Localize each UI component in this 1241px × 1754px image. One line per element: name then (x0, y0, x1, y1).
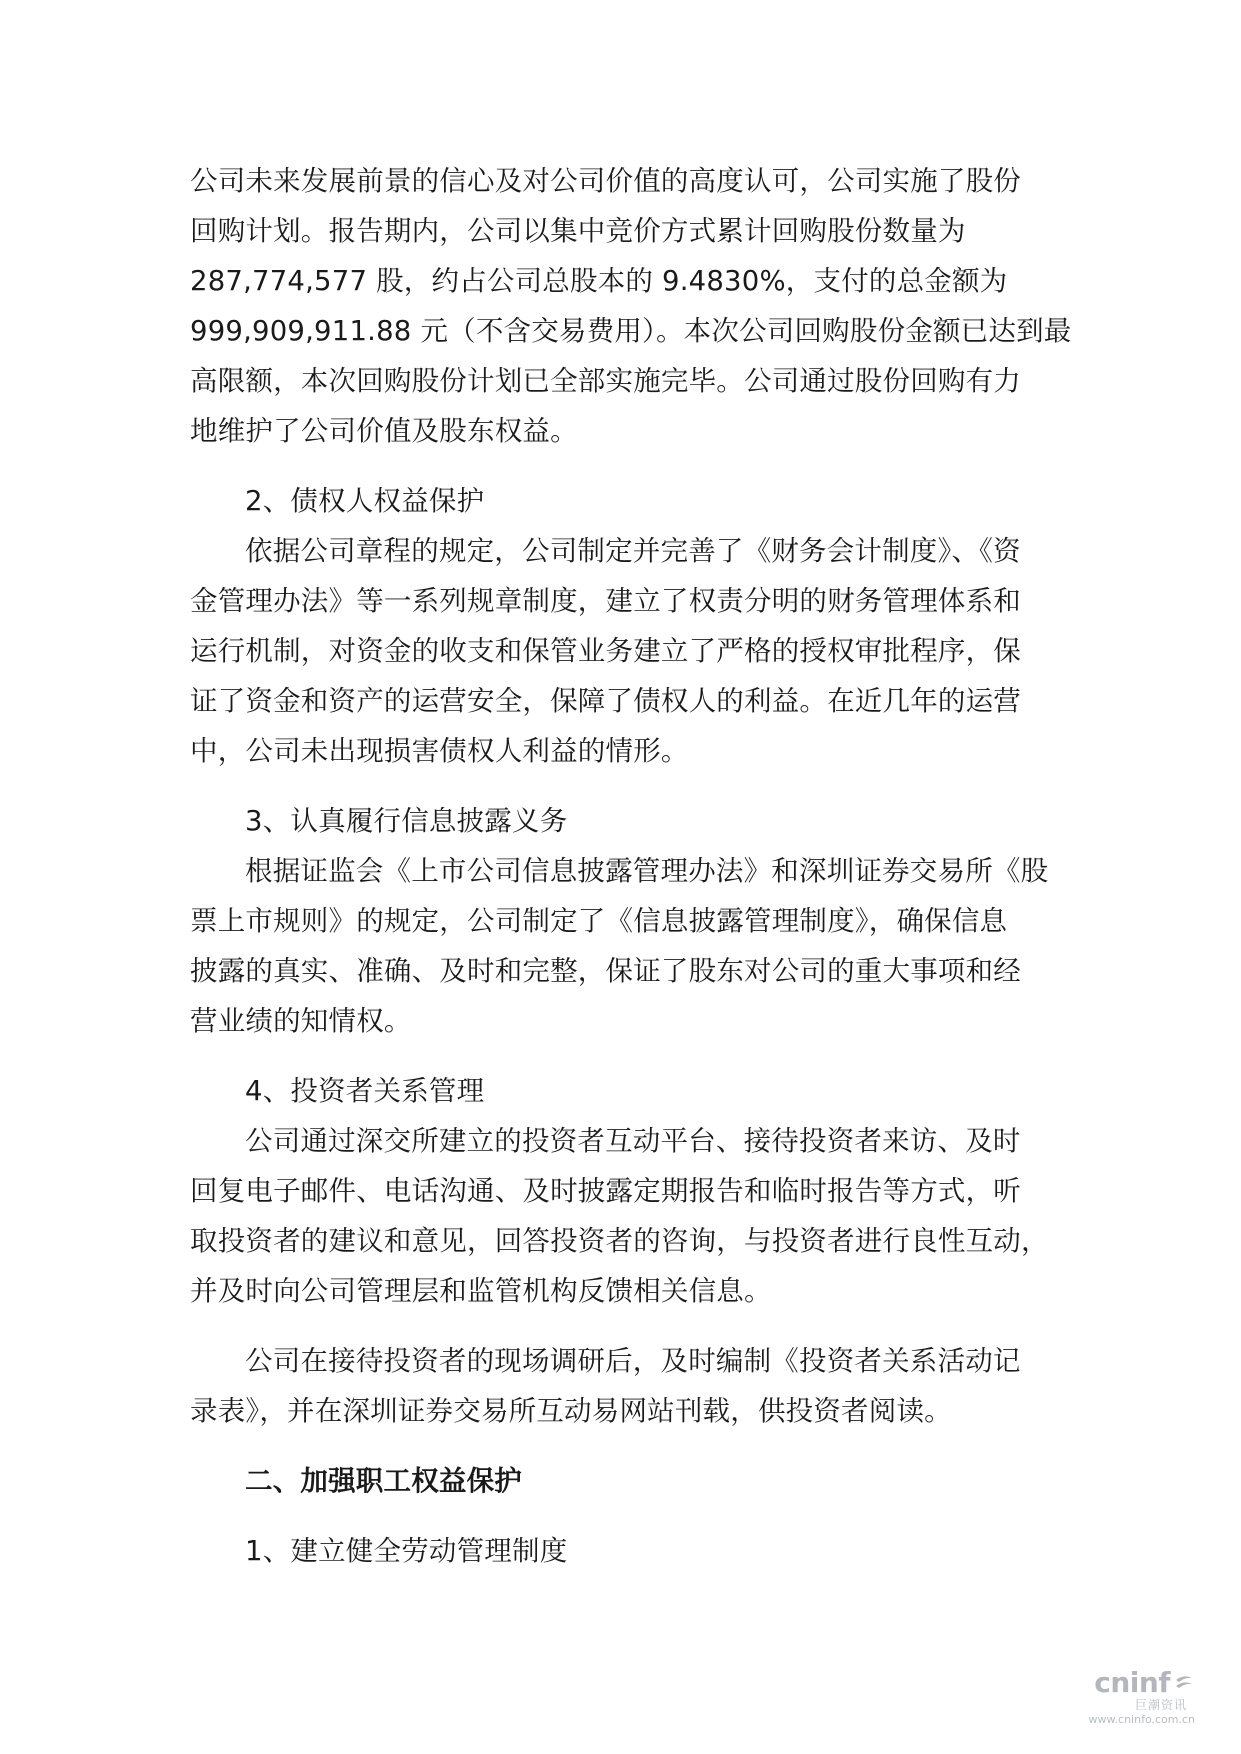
text-line: 地维护了公司价值及股东权益。 (190, 415, 578, 447)
text-line: 证了资金和资产的运营安全，保障了债权人的利益。在近几年的运营 (190, 685, 1021, 717)
watermark-logo: cninf (1094, 1668, 1195, 1698)
text-line: 录表》，并在深圳证券交易所互动易网站刊载，供投资者阅读。 (190, 1395, 952, 1427)
text-line: 999,909,911.88 元（不含交易费用）。本次公司回购股份金额已达到最 (190, 315, 1072, 347)
text-line: 287,774,577 股，约占公司总股本的 9.4830%，支付的总金额为 (190, 265, 1008, 297)
text-line: 披露的真实、准确、及时和完整，保证了股东对公司的重大事项和经 (190, 955, 1021, 987)
text-line: 回复电子邮件、电话沟通、及时披露定期报告和临时报告等方式，听 (190, 1175, 1021, 1207)
text-line: 公司未来发展前景的信心及对公司价值的高度认可，公司实施了股份 (190, 165, 1021, 197)
text-line: 依据公司章程的规定，公司制定并完善了《财务会计制度》、《资 (245, 535, 1021, 567)
text-line: 营业绩的知情权。 (190, 1005, 412, 1037)
section-heading: 4、投资者关系管理 (245, 1075, 485, 1107)
section-heading: 1、建立健全劳动管理制度 (245, 1535, 568, 1567)
text-line: 票上市规则》的规定，公司制定了《信息披露管理制度》，确保信息 (190, 905, 1008, 937)
text-line: 回购计划。报告期内，公司以集中竞价方式累计回购股份数量为 (190, 215, 966, 247)
text-line: 并及时向公司管理层和监管机构反馈相关信息。 (190, 1275, 772, 1307)
watermark-url: www.cninfo.com.cn (1088, 1713, 1195, 1726)
section-heading: 3、认真履行信息披露义务 (245, 805, 568, 837)
watermark-subtitle: 巨潮资讯 (1134, 1698, 1187, 1712)
logo-swoosh-icon (1173, 1672, 1195, 1694)
cninfo-watermark (1045, 1668, 1195, 1730)
text-line: 公司通过深交所建立的投资者互动平台、接待投资者来访、及时 (245, 1125, 1021, 1157)
text-line: 公司在接待投资者的现场调研后，及时编制《投资者关系活动记 (245, 1345, 1021, 1377)
text-line: 高限额，本次回购股份计划已全部实施完毕。公司通过股份回购有力 (190, 365, 1021, 397)
text-line: 取投资者的建议和意见，回答投资者的咨询，与投资者进行良性互动， (190, 1225, 1049, 1257)
text-line: 中，公司未出现损害债权人利益的情形。 (190, 735, 689, 767)
chapter-heading: 二、加强职工权益保护 (245, 1465, 522, 1497)
text-line: 金管理办法》等一系列规章制度，建立了权责分明的财务管理体系和 (190, 585, 1021, 617)
text-line: 根据证监会《上市公司信息披露管理办法》和深圳证券交易所《股 (245, 855, 1049, 887)
section-heading: 2、债权人权益保护 (245, 485, 485, 517)
text-line: 运行机制，对资金的收支和保管业务建立了严格的授权审批程序，保 (190, 635, 1021, 667)
